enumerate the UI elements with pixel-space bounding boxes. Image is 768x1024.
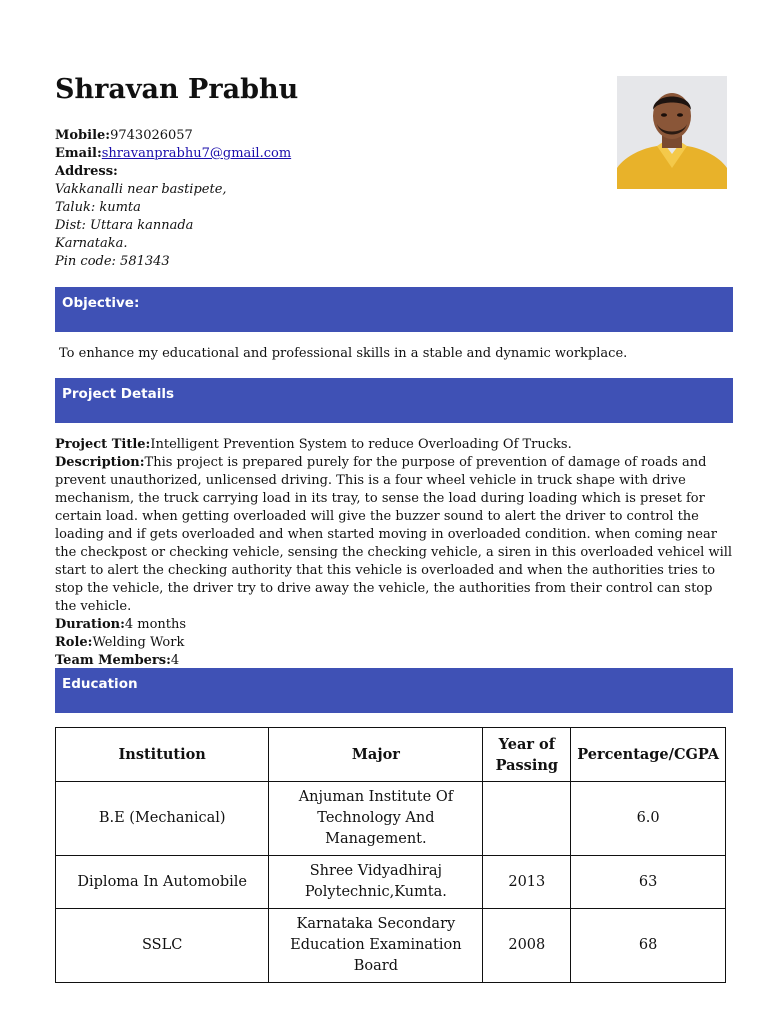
address-line: Karnataka. xyxy=(55,236,128,251)
objective-banner xyxy=(55,287,733,332)
project-banner xyxy=(55,378,733,423)
column-header: Major xyxy=(269,728,483,782)
objective-heading: Objective: xyxy=(62,295,140,311)
table-row xyxy=(56,782,726,856)
role-label: Role: xyxy=(55,635,93,650)
duration-line xyxy=(55,616,735,634)
column-header: Percentage/CGPA xyxy=(571,728,726,782)
table-cell: Diploma In Automobile xyxy=(56,856,269,909)
profile-photo xyxy=(617,76,727,189)
address-line: Pin code: 581343 xyxy=(55,254,170,269)
table-row xyxy=(56,909,726,983)
description-label: Description: xyxy=(55,455,145,470)
project-description xyxy=(55,454,735,616)
project-title-label: Project Title: xyxy=(55,437,151,452)
duration-value: 4 months xyxy=(124,617,187,632)
table-row xyxy=(56,856,726,909)
address-line: Vakkanalli near bastipete, xyxy=(55,182,227,197)
objective-text: To enhance my educational and professional skills in a stable and dynamic workplace. xyxy=(59,346,628,361)
table-cell: 6.0 xyxy=(571,782,726,856)
table-cell: 63 xyxy=(571,856,726,909)
table-header-row xyxy=(56,728,726,782)
person-photo-icon xyxy=(617,76,727,189)
role-value: Welding Work xyxy=(92,635,185,650)
description-value: This project is prepared purely for the purpose of prevention of damage of roads and prevent unauthorized, unlicensed driving. This is a four wheel vehicle in truck shape with drive mechanism, the truck carrying load in its tray, to sense the load during loading which is preset for certain load. when getting overloaded will give the buzzer sound to alert the driver to control the loading and if gets overloaded and when started moving in overloaded condition. when coming near the checkpost or checking vehicle, sensing the checking vehicle, a siren in this overloaded vehicel will start to alert the checking authority that this vehicle is overloaded and when the authorities tries to stop the vehicle, the driver try to drive away the vehicle, the authorities from their control can stop the vehicle. xyxy=(55,455,733,614)
table-cell: 68 xyxy=(571,909,726,983)
table-cell: Karnataka Secondary Education Examination Board xyxy=(269,909,483,983)
project-heading: Project Details xyxy=(62,386,174,402)
mobile-label: Mobile: xyxy=(55,128,111,143)
email-label: Email: xyxy=(55,146,102,161)
column-header: Year of Passing xyxy=(483,728,571,782)
email-link[interactable]: shravanprabhu7@gmail.com xyxy=(101,146,292,161)
team-value: 4 xyxy=(170,653,180,668)
mobile-value: 9743026057 xyxy=(110,128,193,143)
mobile-line xyxy=(55,127,291,145)
table-cell: Shree Vidyadhiraj Polytechnic,Kumta. xyxy=(269,856,483,909)
table-cell xyxy=(483,782,571,856)
email-line xyxy=(55,145,291,163)
table-cell: SSLC xyxy=(56,909,269,983)
address-line: Taluk: kumta xyxy=(55,200,141,215)
table-cell: 2013 xyxy=(483,856,571,909)
candidate-name: Shravan Prabhu xyxy=(55,74,299,105)
project-title-line xyxy=(55,436,735,454)
table-cell: B.E (Mechanical) xyxy=(56,782,269,856)
project-title-value: Intelligent Prevention System to reduce Overloading Of Trucks. xyxy=(150,437,572,452)
education-banner xyxy=(55,668,733,713)
table-cell: Anjuman Institute Of Technology And Management. xyxy=(269,782,483,856)
education-heading: Education xyxy=(62,676,138,692)
contact-block xyxy=(55,127,291,271)
project-details xyxy=(55,436,735,670)
education-table xyxy=(55,727,726,983)
role-line xyxy=(55,634,735,652)
address-label: Address: xyxy=(55,164,118,179)
column-header: Institution xyxy=(56,728,269,782)
address-line: Dist: Uttara kannada xyxy=(55,218,194,233)
duration-label: Duration: xyxy=(55,617,125,632)
table-cell: 2008 xyxy=(483,909,571,983)
team-label: Team Members: xyxy=(55,653,171,668)
